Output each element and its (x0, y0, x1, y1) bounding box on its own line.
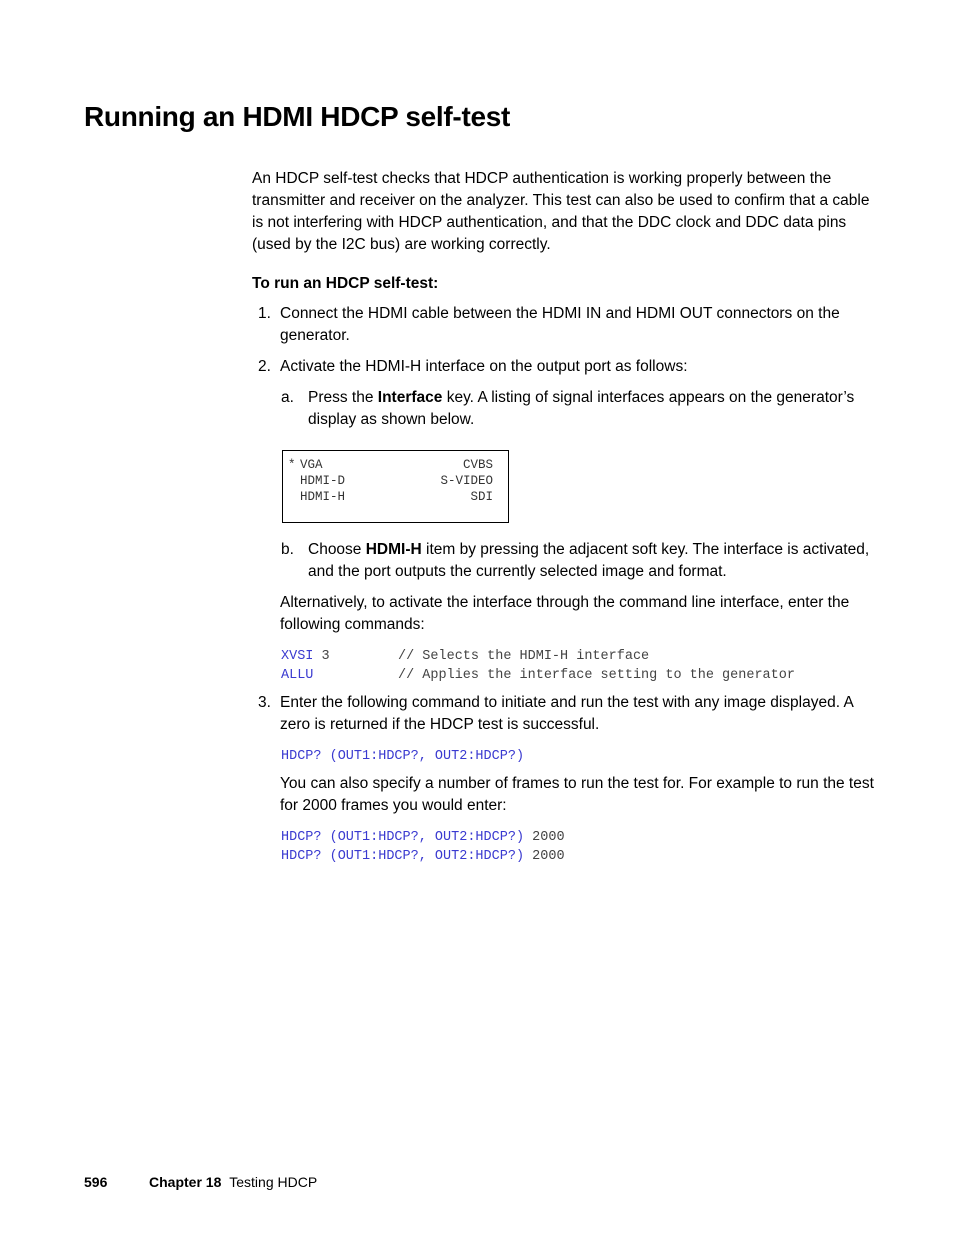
intro-paragraph (252, 168, 872, 256)
step-2-text: Activate the HDMI-H interface on the output port as follows: (280, 358, 688, 375)
intro-line: transmitter and receiver on the analyzer. This test can also be used to confirm that a cable (252, 192, 870, 209)
display-left-item: HDMI-D (300, 474, 346, 488)
step-3-line: zero is returned if the HDCP test is successful. (280, 716, 600, 733)
step-2b-text (308, 539, 908, 583)
step-2b-label: b. (281, 541, 294, 558)
alternative-line: Alternatively, to activate the interface through the command line interface, enter the (280, 594, 850, 611)
chapter-label: Chapter 18 (149, 1174, 222, 1190)
frames-line: You can also specify a number of frames to run the test for. For example to run the test (280, 775, 874, 792)
generator-display (282, 450, 509, 523)
command-block (281, 647, 881, 685)
page-number: 596 (84, 1174, 108, 1190)
step-1-text (280, 303, 880, 347)
interface-key-name: Interface (377, 389, 443, 406)
step-1-line: Connect the HDMI cable between the HDMI IN and HDMI OUT connectors on the (280, 305, 840, 322)
step-2a-label: a. (281, 389, 294, 406)
command-line (281, 847, 565, 866)
alternative-paragraph (280, 592, 880, 636)
display-left-item: HDMI-H (300, 490, 346, 504)
step-1-number: 1. (258, 305, 271, 322)
step-2a-pre: Press the (308, 389, 378, 406)
display-left-item: VGA (300, 458, 323, 472)
intro-line: (used by the I2C bus) are working correctly. (252, 236, 551, 253)
selection-marker: * (288, 458, 296, 472)
step-2-number: 2. (258, 358, 271, 375)
step-1-line: generator. (280, 327, 350, 344)
command-name: ALLU (281, 668, 314, 683)
step-2a-text (308, 387, 888, 431)
frames-paragraph (280, 773, 880, 817)
step-2b-pre: Choose (308, 541, 366, 558)
page-title: Running an HDMI HDCP self-test (84, 101, 511, 132)
command-name: XVSI (281, 649, 314, 664)
step-3-number: 3. (258, 694, 271, 711)
footer-chapter (149, 1174, 317, 1190)
command-line (281, 647, 881, 666)
display-right-item: CVBS (462, 458, 493, 472)
step-2b-line: and the port outputs the currently selected image and format. (308, 563, 727, 580)
step-2a-post: key. A listing of signal interfaces appears on the generator’s (442, 389, 855, 406)
display-row (283, 473, 508, 489)
command-comment: // Applies the interface setting to the generator (398, 668, 795, 683)
intro-line: An HDCP self-test checks that HDCP authentication is working properly between the (252, 170, 832, 187)
display-row (283, 457, 508, 473)
hdmi-h-item-name: HDMI-H (365, 541, 422, 558)
command-arg: 2000 (524, 830, 565, 845)
procedure-heading: To run an HDCP self-test: (252, 275, 439, 292)
step-2a-line (308, 387, 888, 409)
display-row (283, 489, 508, 505)
command-arg: 3 (313, 649, 330, 664)
display-right-item: S-VIDEO (440, 474, 493, 488)
frames-command-block (281, 828, 565, 866)
command-name: HDCP? (OUT1:HDCP?, OUT2:HDCP?) (281, 849, 525, 864)
hdcp-command: HDCP? (OUT1:HDCP?, OUT2:HDCP?) (281, 749, 525, 764)
command-arg: 2000 (524, 849, 565, 864)
alternative-line: following commands: (280, 616, 425, 633)
frames-line: for 2000 frames you would enter: (280, 797, 507, 814)
display-right-item: SDI (470, 490, 493, 504)
command-line (281, 666, 881, 685)
command-comment: // Selects the HDMI-H interface (398, 649, 650, 664)
command-line (281, 828, 565, 847)
step-2b-line (308, 539, 908, 561)
step-2b-post: item by pressing the adjacent soft key. The interface is activated, (421, 541, 870, 558)
intro-line: is not interfering with HDCP authentication, and that the DDC clock and DDC data pins (252, 214, 847, 231)
step-2a-line: display as shown below. (308, 411, 475, 428)
step-3-text (280, 692, 880, 736)
command-name: HDCP? (OUT1:HDCP?, OUT2:HDCP?) (281, 830, 525, 845)
chapter-title: Testing HDCP (229, 1174, 318, 1190)
step-3-line: Enter the following command to initiate and run the test with any image displayed. A (280, 694, 854, 711)
